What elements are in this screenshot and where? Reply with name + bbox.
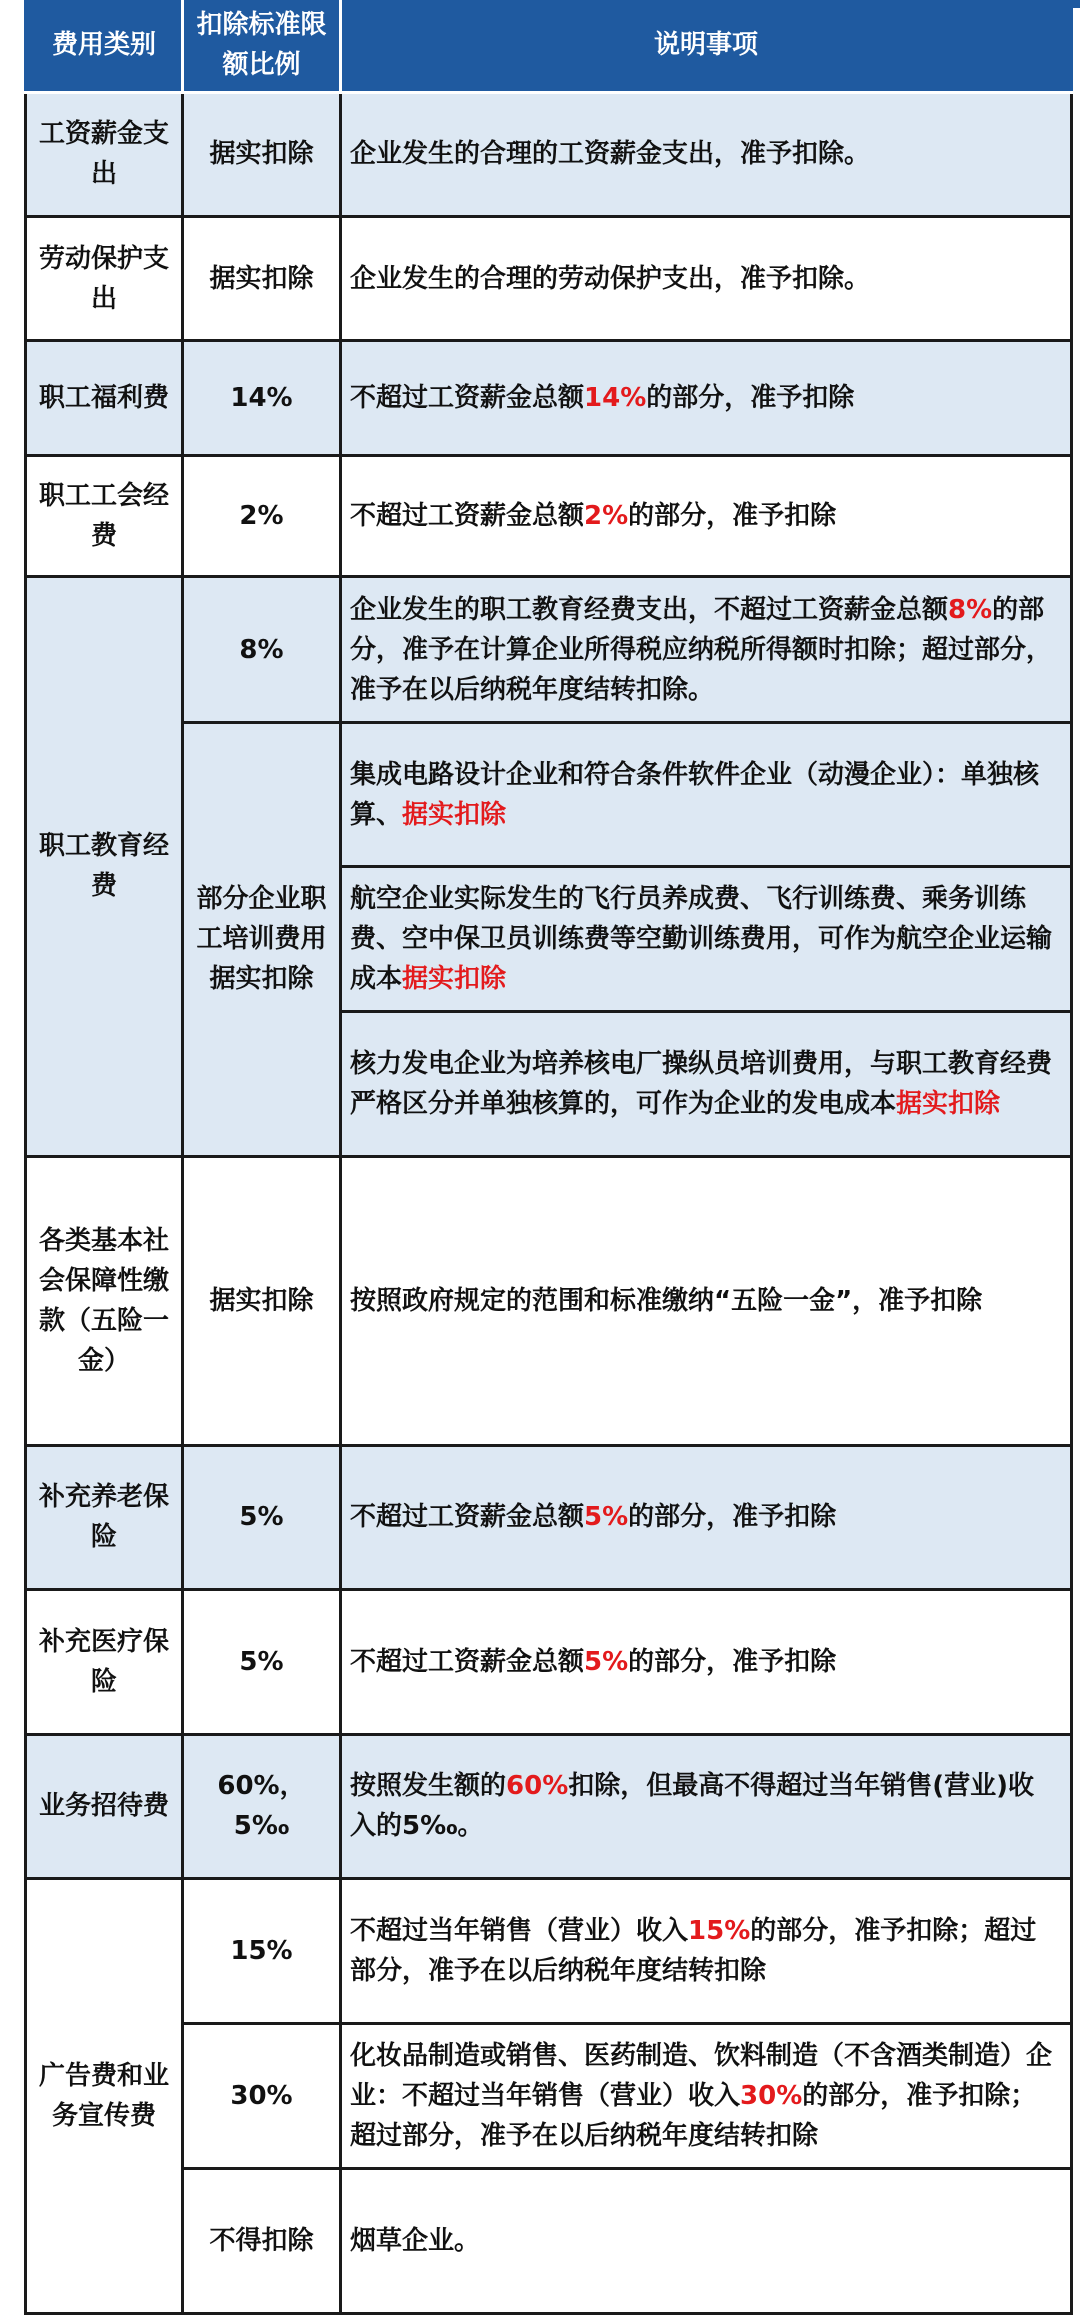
description-cell: 按照政府规定的范围和标准缴纳“五险一金”，准予扣除	[341, 1156, 1072, 1445]
highlighted-rate: 5%	[584, 1502, 629, 1533]
description-text: 航空企业实际发生的飞行员养成费、飞行训练费、乘务训练费、空中保卫员训练费等空勤训练费用，可作为航空企业运输成本	[350, 884, 1053, 995]
table-row	[26, 1156, 1072, 1445]
category-cell: 劳动保护支出	[26, 216, 183, 340]
description-cell	[341, 867, 1072, 1012]
expense-deduction-table	[24, 0, 1073, 2315]
header-description: 说明事项	[341, 0, 1072, 92]
description-text: 不超过工资薪金总额	[350, 1646, 585, 1677]
category-cell: 职工工会经费	[26, 455, 183, 576]
limit-cell: 5%	[183, 1590, 341, 1735]
description-cell: 企业发生的合理的劳动保护支出，准予扣除。	[341, 216, 1072, 340]
table-row	[26, 216, 1072, 340]
description-text: 的部分，准予扣除	[628, 501, 837, 532]
description-text: 不超过工资薪金总额	[350, 383, 585, 414]
highlighted-rate: 2%	[584, 501, 629, 532]
highlighted-rate: 30%	[740, 2081, 803, 2112]
description-cell	[341, 2023, 1072, 2169]
highlighted-rate: 60%	[506, 1771, 569, 1802]
limit-cell: 据实扣除	[183, 92, 341, 216]
description-cell	[341, 722, 1072, 867]
description-text: 核力发电企业为培养核电厂操纵员培训费用，与职工教育经费严格区分并单独核算的，可作为企业的发电成本	[350, 1048, 1053, 1119]
limit-cell: 15%	[183, 1879, 341, 2024]
limit-cell: 8%	[183, 577, 341, 723]
description-cell	[341, 1011, 1072, 1156]
limit-cell: 14%	[183, 341, 341, 455]
highlighted-text: 据实扣除	[402, 964, 507, 995]
limit-cell: 据实扣除	[183, 1156, 341, 1445]
description-text: 的部分，准予扣除	[646, 383, 855, 414]
limit-cell: 60%，5‰	[183, 1734, 341, 1879]
category-cell: 职工教育经费	[26, 577, 183, 1156]
description-text: 不超过当年销售（营业）收入	[350, 1916, 689, 1947]
description-cell	[341, 341, 1072, 455]
description-text: 的部分，准予在计算企业所得税应纳税所得额时扣除；超过部分，准予在以后纳税年度结转扣除。	[350, 594, 1053, 705]
table-row	[26, 1445, 1072, 1590]
description-cell	[341, 1879, 1072, 2024]
description-text: 化妆品制造或销售、医药制造、饮料制造（不含酒类制造）企业：不超过当年销售（营业）收入	[350, 2041, 1053, 2112]
table-row	[26, 341, 1072, 455]
header-limit: 扣除标准限额比例	[183, 0, 341, 92]
description-cell: 烟草企业。	[341, 2169, 1072, 2314]
description-text: 集成电路设计企业和符合条件软件企业（动漫企业）：单独核算、	[350, 759, 1040, 830]
category-cell: 广告费和业务宣传费	[26, 1879, 183, 2314]
category-cell: 工资薪金支出	[26, 92, 183, 216]
highlighted-rate: 5%	[584, 1646, 629, 1677]
highlighted-rate: 8%	[948, 594, 993, 625]
limit-cell: 据实扣除	[183, 216, 341, 340]
limit-cell: 部分企业职工培训费用据实扣除	[183, 722, 341, 1156]
category-cell: 业务招待费	[26, 1734, 183, 1879]
highlighted-text: 据实扣除	[402, 799, 507, 830]
header-category: 费用类别	[26, 0, 183, 92]
description-cell	[341, 1734, 1072, 1879]
table-row	[26, 455, 1072, 576]
highlighted-rate: 15%	[688, 1916, 751, 1947]
category-cell: 补充养老保险	[26, 1445, 183, 1590]
category-cell: 补充医疗保险	[26, 1590, 183, 1735]
category-cell: 职工福利费	[26, 341, 183, 455]
description-text: 不超过工资薪金总额	[350, 1502, 585, 1533]
table-row	[26, 1879, 1072, 2024]
table-row	[26, 1734, 1072, 1879]
description-cell	[341, 1590, 1072, 1735]
description-text: 的部分，准予扣除	[628, 1646, 837, 1677]
table-row	[26, 92, 1072, 216]
limit-cell: 不得扣除	[183, 2169, 341, 2314]
table-row	[26, 2169, 1072, 2314]
table-row	[26, 1590, 1072, 1735]
table-row	[26, 577, 1072, 723]
description-text: 的部分，准予扣除；超过部分，准予在以后纳税年度结转扣除	[350, 1916, 1037, 1987]
table-row	[26, 2023, 1072, 2169]
description-text: 的部分，准予扣除	[628, 1502, 837, 1533]
table-header-row	[26, 0, 1072, 92]
description-text: 扣除，但最高不得超过当年销售(营业)收入的5‰。	[350, 1771, 1035, 1842]
description-cell	[341, 455, 1072, 576]
description-text: 按照发生额的	[350, 1771, 507, 1802]
highlighted-text: 据实扣除	[896, 1088, 1001, 1119]
description-cell	[341, 577, 1072, 723]
limit-cell: 30%	[183, 2023, 341, 2169]
description-cell	[341, 1445, 1072, 1590]
description-cell: 企业发生的合理的工资薪金支出，准予扣除。	[341, 92, 1072, 216]
table-row	[26, 722, 1072, 867]
description-text: 不超过工资薪金总额	[350, 501, 585, 532]
limit-cell: 2%	[183, 455, 341, 576]
highlighted-rate: 14%	[584, 383, 647, 414]
limit-cell: 5%	[183, 1445, 341, 1590]
description-text: 的部分，准予扣除；超过部分，准予在以后纳税年度结转扣除	[350, 2081, 1037, 2152]
description-text: 企业发生的职工教育经费支出，不超过工资薪金总额	[350, 594, 949, 625]
category-cell: 各类基本社会保障性缴款（五险一金）	[26, 1156, 183, 1445]
